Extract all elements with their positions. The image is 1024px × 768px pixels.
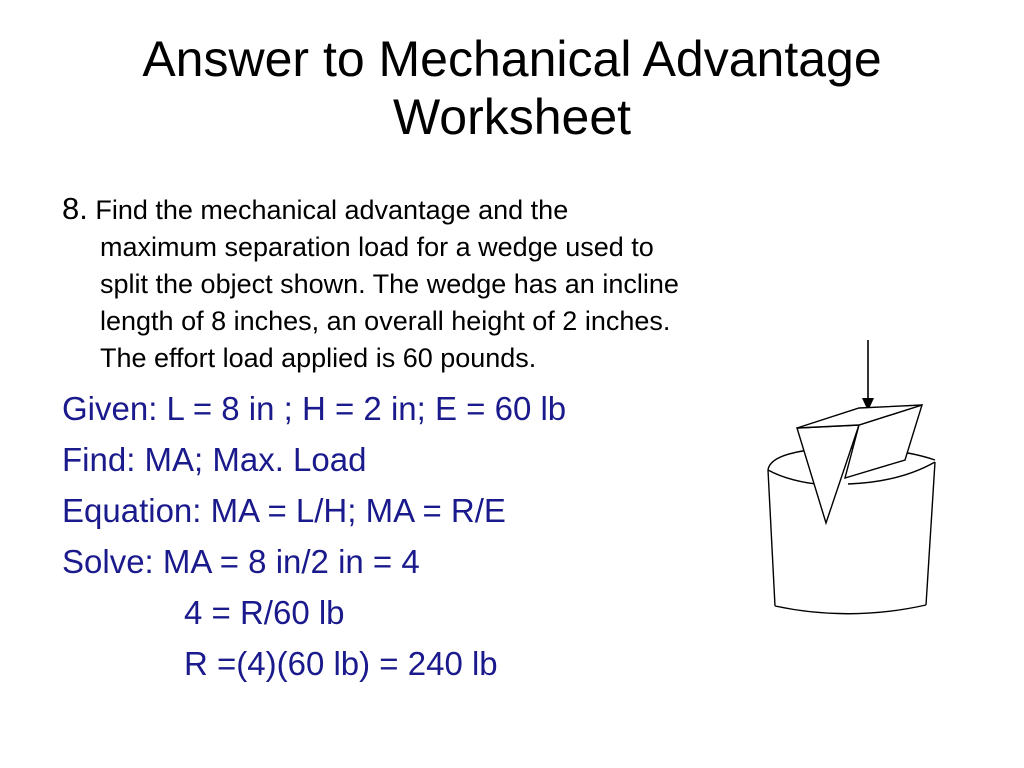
problem-line-1 (62, 190, 862, 229)
problem-line-5: The effort load applied is 60 pounds. (100, 343, 537, 373)
problem-line-2: maximum separation load for a wedge used to (100, 232, 654, 262)
problem-text-1: Find the mechanical advantage and the (95, 195, 569, 225)
title-line-2: Worksheet (392, 89, 632, 145)
problem-statement (62, 190, 862, 377)
equation-line: Equation: MA = L/H; MA = R/E (62, 492, 506, 529)
problem-number: 8. (62, 191, 88, 226)
find-line: Find: MA; Max. Load (62, 441, 367, 478)
solution-block (62, 383, 782, 689)
problem-line-3: split the object shown. The wedge has an incline (100, 269, 679, 299)
problem-line-4: length of 8 inches, an overall height of 2 inches. (100, 306, 671, 336)
wedge-splitting-log-icon (755, 335, 955, 625)
log-left-side (768, 470, 775, 606)
given-line: Given: L = 8 in ; H = 2 in; E = 60 lb (62, 390, 567, 427)
solve-line: Solve: MA = 8 in/2 in = 4 (62, 543, 420, 580)
solve-step-2: 4 = R/60 lb (184, 594, 345, 631)
solve-step-3: R =(4)(60 lb) = 240 lb (184, 645, 498, 682)
title-line-1: Answer to Mechanical Advantage (142, 31, 882, 87)
log-right-side (926, 462, 935, 605)
slide-title (0, 30, 1024, 146)
log-bottom-rim (775, 605, 926, 614)
